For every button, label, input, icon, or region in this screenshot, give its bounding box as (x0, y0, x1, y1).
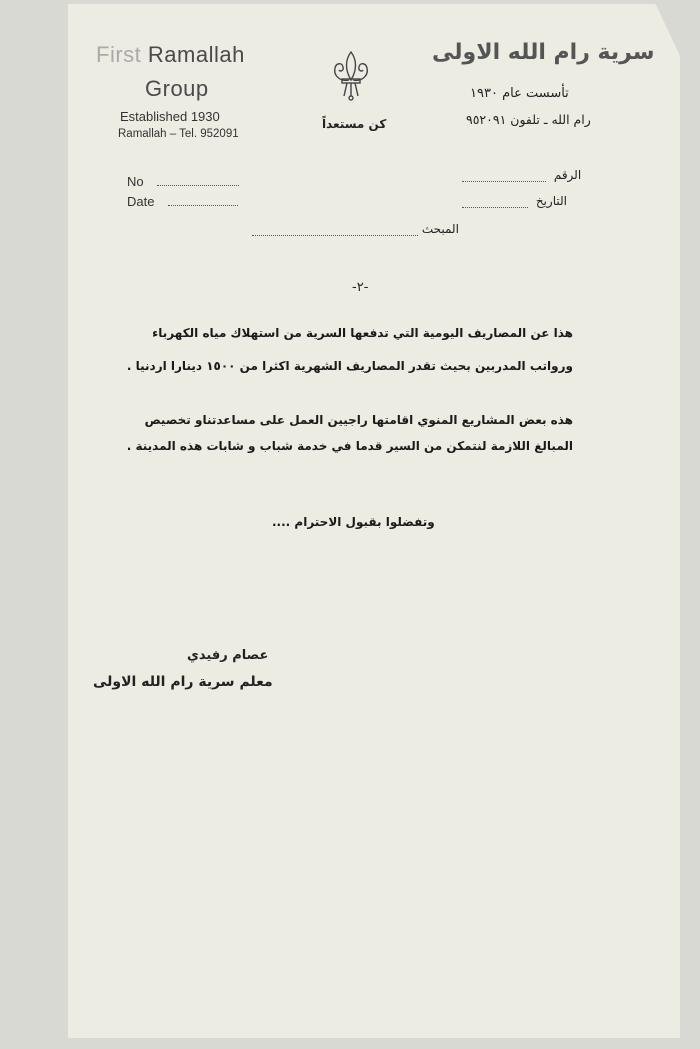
arabic-group-name: سرية رام الله الاولى (432, 40, 655, 65)
no-field (127, 174, 239, 189)
subject-line (252, 235, 418, 236)
signatory-title: معلم سرية رام الله الاولى (93, 674, 273, 690)
group-name-line2: Group (145, 76, 209, 101)
fleur-de-lis-icon (327, 50, 375, 106)
arabic-address-phone-text: رام الله ـ تلفون ٩٥٢٠٩١ (466, 112, 591, 127)
date-line (168, 205, 238, 206)
arabic-date-field (462, 194, 567, 208)
show-through-background (80, 290, 600, 950)
group-name-first: First (96, 42, 142, 67)
arabic-established-text: تأسست عام ١٩٣٠ (470, 86, 569, 101)
no-label: No (127, 174, 144, 189)
arabic-date-label: التاريخ (535, 194, 567, 208)
closing-text: وتفضلوا بقبول الاحترام .... (272, 515, 435, 529)
no-line (157, 185, 239, 186)
page-number: -٢- (352, 280, 369, 295)
arabic-number-label: الرقم (553, 168, 582, 182)
date-field (127, 194, 238, 209)
group-name-ramallah: Ramallah (147, 42, 245, 67)
paragraph-1-line-1: هذا عن المصاريف اليومية التي تدفعها السرية من استهلاك مياه الكهرباء (152, 326, 573, 340)
established-text: Established 1930 (120, 109, 220, 124)
arabic-date-line (462, 207, 528, 208)
date-label: Date (127, 194, 155, 209)
subject-label: المبحث (421, 222, 459, 236)
paragraph-2-line-2: المبالغ اللازمة لنتمكن من السير قدما في خدمة شباب و شابات هذه المدينة . (126, 439, 573, 453)
english-group-name (96, 42, 245, 68)
paragraph-2-line-1: هذه بعض المشاريع المنوي اقامتها راجيين العمل على مساعدتناو تخصيص (144, 413, 573, 427)
paragraph-1-line-2: ورواتب المدربين بحيث تقدر المصاريف الشهرية اكثرا من ١٥٠٠ دينارا اردنيا . (126, 359, 573, 373)
subject-field (252, 222, 459, 236)
signatory-name: عصام رفيدي (187, 648, 269, 663)
motto-text: كن مستعداً (322, 117, 387, 131)
arabic-number-line (462, 181, 546, 182)
address-phone-text: Ramallah – Tel. 952091 (118, 128, 239, 140)
arabic-number-field (462, 168, 581, 182)
